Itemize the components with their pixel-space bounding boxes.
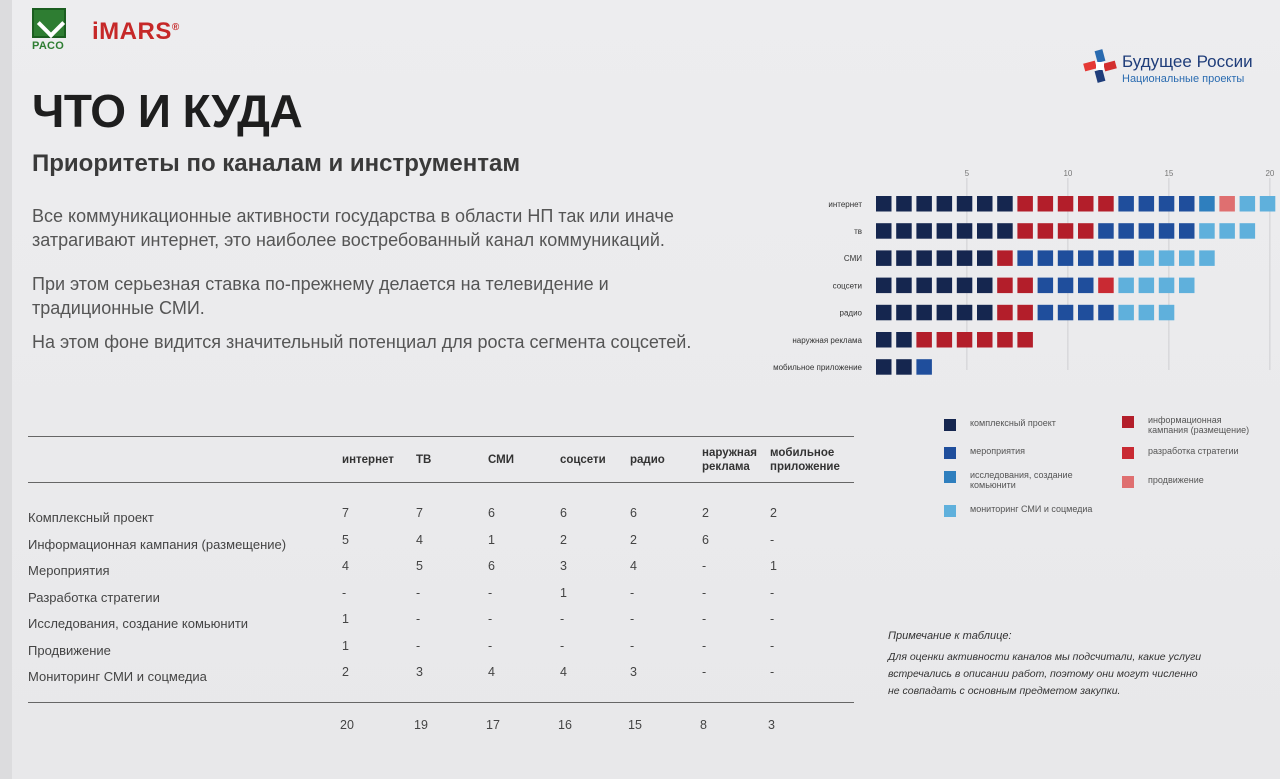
category-label: радио: [839, 308, 862, 318]
legend-item: [944, 418, 1104, 431]
table-header-rule: [28, 482, 854, 483]
br-subtitle: Национальные проекты: [1122, 73, 1245, 85]
bar-block: [1078, 250, 1094, 266]
bar-block: [1038, 250, 1054, 266]
bar-block: [1260, 196, 1276, 212]
legend-label: мероприятия: [970, 446, 1026, 456]
chart-legend: [940, 412, 1260, 522]
bar-block: [1118, 196, 1134, 212]
table-cell: -: [416, 638, 421, 653]
bar-block: [916, 223, 932, 239]
bar-block: [1118, 223, 1134, 239]
bar-block: [977, 278, 993, 294]
bar-block: [1118, 250, 1134, 266]
table-cell: -: [488, 585, 493, 600]
bar-block: [957, 223, 973, 239]
star-cross-icon: [1082, 48, 1118, 84]
note-line: встречались в описании работ, поэтому они могут численно: [888, 668, 1198, 680]
x-tick-label: 20: [1265, 169, 1275, 178]
table-cell: 1: [488, 532, 495, 547]
table-cell: 4: [630, 559, 637, 573]
legend-item: [1122, 475, 1252, 488]
table-cell: -: [770, 585, 775, 600]
bar-block: [977, 332, 993, 348]
bar-block: [1058, 305, 1074, 321]
total-cell: 3: [768, 718, 775, 732]
category-label: интернет: [828, 199, 862, 209]
bar-block: [1017, 278, 1033, 294]
row-label: Разработка стратегии: [28, 589, 160, 605]
bar-block: [1118, 278, 1134, 294]
bar-block: [937, 332, 953, 348]
legend-label: информационная кампания (размещение): [1148, 415, 1250, 435]
table-cell: 7: [342, 506, 349, 520]
category-label: тв: [854, 226, 862, 236]
bar-block: [1159, 305, 1175, 321]
bar-block: [896, 278, 912, 294]
row-label: Исследования, создание комьюнити: [28, 616, 249, 631]
bar-block: [916, 250, 932, 266]
bar-block: [1179, 223, 1195, 239]
legend-item: [944, 470, 1084, 490]
bar-block: [1179, 250, 1195, 266]
note-title: Примечание к таблице:: [888, 630, 1012, 642]
table-cell: 6: [488, 559, 495, 573]
bar-block: [916, 305, 932, 321]
left-edge: [0, 0, 12, 779]
bar-block: [1159, 196, 1175, 212]
category-label: соцсети: [832, 281, 862, 291]
bar-block: [997, 223, 1013, 239]
table-cell: -: [702, 585, 707, 600]
total-cell: 20: [340, 718, 354, 732]
row-label: Мероприятия: [28, 563, 110, 578]
table-cell: 3: [560, 559, 567, 573]
table-cell: -: [488, 638, 493, 653]
bar-block: [957, 196, 973, 212]
bar-block: [1159, 223, 1175, 239]
bar-block: [1159, 278, 1175, 294]
bar-block: [977, 305, 993, 321]
legend-swatch: [944, 447, 956, 459]
legend-label: исследования, создание комьюнити: [970, 470, 1073, 490]
col-header: интернет: [342, 454, 394, 466]
raso-mark-icon: [32, 8, 66, 38]
legend-swatch: [944, 471, 956, 483]
table-cell: 5: [342, 532, 349, 547]
table-cell: 4: [488, 665, 495, 679]
table-cell: -: [770, 612, 775, 626]
bar-block: [1058, 196, 1074, 212]
bar-block: [937, 196, 953, 212]
col-header: мобильное приложение: [770, 447, 840, 473]
bar-block: [1078, 278, 1094, 294]
table-cell: 2: [342, 665, 349, 679]
table-cell: 3: [630, 665, 637, 679]
table-cell: -: [702, 612, 707, 626]
bar-block: [876, 196, 892, 212]
bar-block: [1058, 250, 1074, 266]
legend-label: продвижение: [1148, 475, 1204, 485]
table-cell: 6: [560, 506, 567, 520]
note-line: не совпадать с основным предметом закупки.: [888, 685, 1121, 697]
table-cell: -: [488, 612, 493, 626]
bar-block: [1058, 278, 1074, 294]
bar-block: [896, 223, 912, 239]
row-label: Информационная кампания (размещение): [28, 536, 287, 552]
bar-block: [1240, 196, 1256, 212]
imars-reg: ®: [171, 22, 180, 33]
table-cell: 6: [630, 506, 637, 520]
bar-block: [1199, 223, 1215, 239]
bar-block: [916, 278, 932, 294]
table-cell: 4: [560, 665, 567, 679]
br-title: Будущее России: [1122, 52, 1253, 71]
bar-block: [1098, 196, 1114, 212]
table-cell: 6: [488, 506, 495, 520]
imars-text: iMARS: [92, 18, 172, 45]
table-cell: 3: [416, 665, 423, 679]
table-cell: -: [630, 585, 635, 600]
bar-block: [1017, 223, 1033, 239]
bar-block: [916, 359, 932, 375]
paragraph-3: На этом фоне видится значительный потенциал для роста сегмента соцсетей.: [32, 332, 692, 352]
x-tick-label: 5: [964, 169, 970, 178]
category-label: наружная реклама: [792, 335, 862, 345]
table-cell: 1: [342, 638, 349, 653]
col-header: наружная реклама: [702, 447, 757, 473]
bar-block: [1078, 196, 1094, 212]
bar-block: [1219, 223, 1235, 239]
table-cell: -: [702, 559, 707, 573]
bar-block: [1058, 223, 1074, 239]
bar-block: [1179, 278, 1195, 294]
bar-block: [997, 196, 1013, 212]
bar-block: [1098, 305, 1114, 321]
table-cell: -: [416, 585, 421, 600]
category-label: мобильное приложение: [773, 362, 862, 372]
bar-block: [1098, 223, 1114, 239]
col-header: радио: [630, 454, 665, 466]
bar-block: [896, 359, 912, 375]
table-cell: -: [770, 532, 775, 547]
budushchee-rossii-logo: [1082, 46, 1272, 90]
table-cell: -: [770, 665, 775, 679]
table-note: [888, 628, 1248, 700]
bar-block: [1118, 305, 1134, 321]
bar-block: [1139, 305, 1155, 321]
bar-block: [957, 278, 973, 294]
legend-swatch: [1122, 476, 1134, 488]
stacked-block-chart: [740, 160, 1275, 380]
bar-block: [896, 250, 912, 266]
bar-block: [997, 332, 1013, 348]
note-line: Для оценки активности каналов мы подсчитали, какие услуги: [888, 651, 1202, 663]
table-cell: 1: [560, 585, 567, 600]
bar-block: [1078, 305, 1094, 321]
category-label: СМИ: [843, 254, 862, 264]
raso-text: РАСО: [32, 40, 65, 52]
bar-block: [876, 223, 892, 239]
bar-block: [937, 278, 953, 294]
table-cell: 4: [416, 532, 423, 547]
col-header: ТВ: [416, 454, 432, 466]
bar-block: [937, 250, 953, 266]
legend-label: комплексный проект: [970, 418, 1056, 428]
total-cell: 16: [558, 718, 572, 732]
bar-block: [896, 305, 912, 321]
table-cell: 2: [630, 532, 637, 547]
bar-block: [876, 359, 892, 375]
bar-block: [1139, 278, 1155, 294]
bar-block: [1017, 250, 1033, 266]
col-header: соцсети: [560, 454, 606, 466]
bar-block: [1017, 305, 1033, 321]
table-cell: -: [342, 585, 347, 600]
total-cell: 8: [700, 718, 707, 732]
bar-block: [1038, 278, 1054, 294]
bar-block: [1098, 278, 1114, 294]
bar-block: [1098, 250, 1114, 266]
bar-block: [1139, 223, 1155, 239]
legend-swatch: [944, 419, 956, 431]
bar-block: [876, 278, 892, 294]
table-cell: -: [702, 665, 707, 679]
legend-label: мониторинг СМИ и соцмедиа: [970, 504, 1093, 514]
bar-block: [957, 305, 973, 321]
bar-block: [997, 278, 1013, 294]
data-table: [28, 436, 854, 736]
imars-logo: [92, 18, 180, 46]
bar-block: [937, 305, 953, 321]
bar-block: [1017, 332, 1033, 348]
table-cell: 2: [770, 506, 777, 520]
legend-swatch: [1122, 447, 1134, 459]
bar-block: [937, 223, 953, 239]
table-cell: -: [770, 638, 775, 653]
table-cell: 2: [560, 532, 567, 547]
bar-block: [876, 332, 892, 348]
bar-block: [1139, 196, 1155, 212]
x-tick-label: 15: [1164, 169, 1174, 178]
table-cell: 4: [342, 559, 349, 573]
table-top-rule: [28, 436, 854, 437]
table-bottom-rule: [28, 702, 854, 703]
bar-block: [977, 250, 993, 266]
bar-block: [977, 196, 993, 212]
legend-label: разработка стратегии: [1148, 446, 1239, 456]
table-cell: -: [560, 612, 565, 626]
bar-block: [997, 250, 1013, 266]
bar-block: [1159, 250, 1175, 266]
x-tick-label: 10: [1063, 169, 1073, 178]
paragraph-2: При этом серьезная ставка по-прежнему делается на телевидение и традиционные СМИ.: [32, 274, 609, 318]
legend-item: [944, 504, 1124, 517]
bar-block: [1240, 223, 1256, 239]
bar-block: [1139, 250, 1155, 266]
bar-block: [876, 305, 892, 321]
bar-block: [1219, 196, 1235, 212]
bar-block: [896, 332, 912, 348]
total-cell: 15: [628, 718, 642, 732]
bar-block: [1038, 196, 1054, 212]
legend-swatch: [944, 505, 956, 517]
table-cell: 5: [416, 559, 423, 573]
table-cell: -: [630, 638, 635, 653]
bar-block: [1038, 223, 1054, 239]
table-cell: 2: [702, 506, 709, 520]
page-title: ЧТО И КУДА: [32, 85, 303, 137]
table-cell: 6: [702, 532, 709, 547]
table-cell: -: [560, 638, 565, 653]
legend-item: [1122, 415, 1252, 435]
bar-block: [1017, 196, 1033, 212]
legend-item: [944, 446, 1104, 459]
bar-block: [876, 250, 892, 266]
table-cell: -: [630, 612, 635, 626]
bar-block: [916, 196, 932, 212]
row-label: Мониторинг СМИ и соцмедиа: [28, 669, 207, 684]
table-cell: -: [416, 612, 421, 626]
bar-block: [1078, 223, 1094, 239]
legend-swatch: [1122, 416, 1134, 428]
bar-block: [896, 196, 912, 212]
row-label: Продвижение: [28, 642, 111, 658]
bar-block: [957, 332, 973, 348]
bar-block: [916, 332, 932, 348]
legend-item: [1122, 446, 1252, 459]
total-cell: 17: [486, 718, 500, 732]
table-cell: 7: [416, 506, 423, 520]
paragraph-1: Все коммуникационные активности государства в области НП так или иначе затрагивают интернет, это наиболее востребованный канал коммуникаций.: [32, 206, 674, 250]
raso-logo: [32, 8, 70, 56]
bar-block: [1179, 196, 1195, 212]
bar-block: [977, 223, 993, 239]
total-cell: 19: [414, 718, 428, 732]
bar-block: [957, 250, 973, 266]
bar-block: [997, 305, 1013, 321]
bar-block: [1038, 305, 1054, 321]
bar-block: [1199, 196, 1215, 212]
bar-block: [1199, 250, 1215, 266]
col-header: СМИ: [488, 454, 514, 466]
table-cell: -: [702, 638, 707, 653]
table-cell: 1: [342, 612, 349, 626]
table-cell: 1: [770, 559, 777, 573]
row-label: Комплексный проект: [28, 510, 154, 525]
page-subtitle: Приоритеты по каналам и инструментам: [32, 150, 521, 177]
